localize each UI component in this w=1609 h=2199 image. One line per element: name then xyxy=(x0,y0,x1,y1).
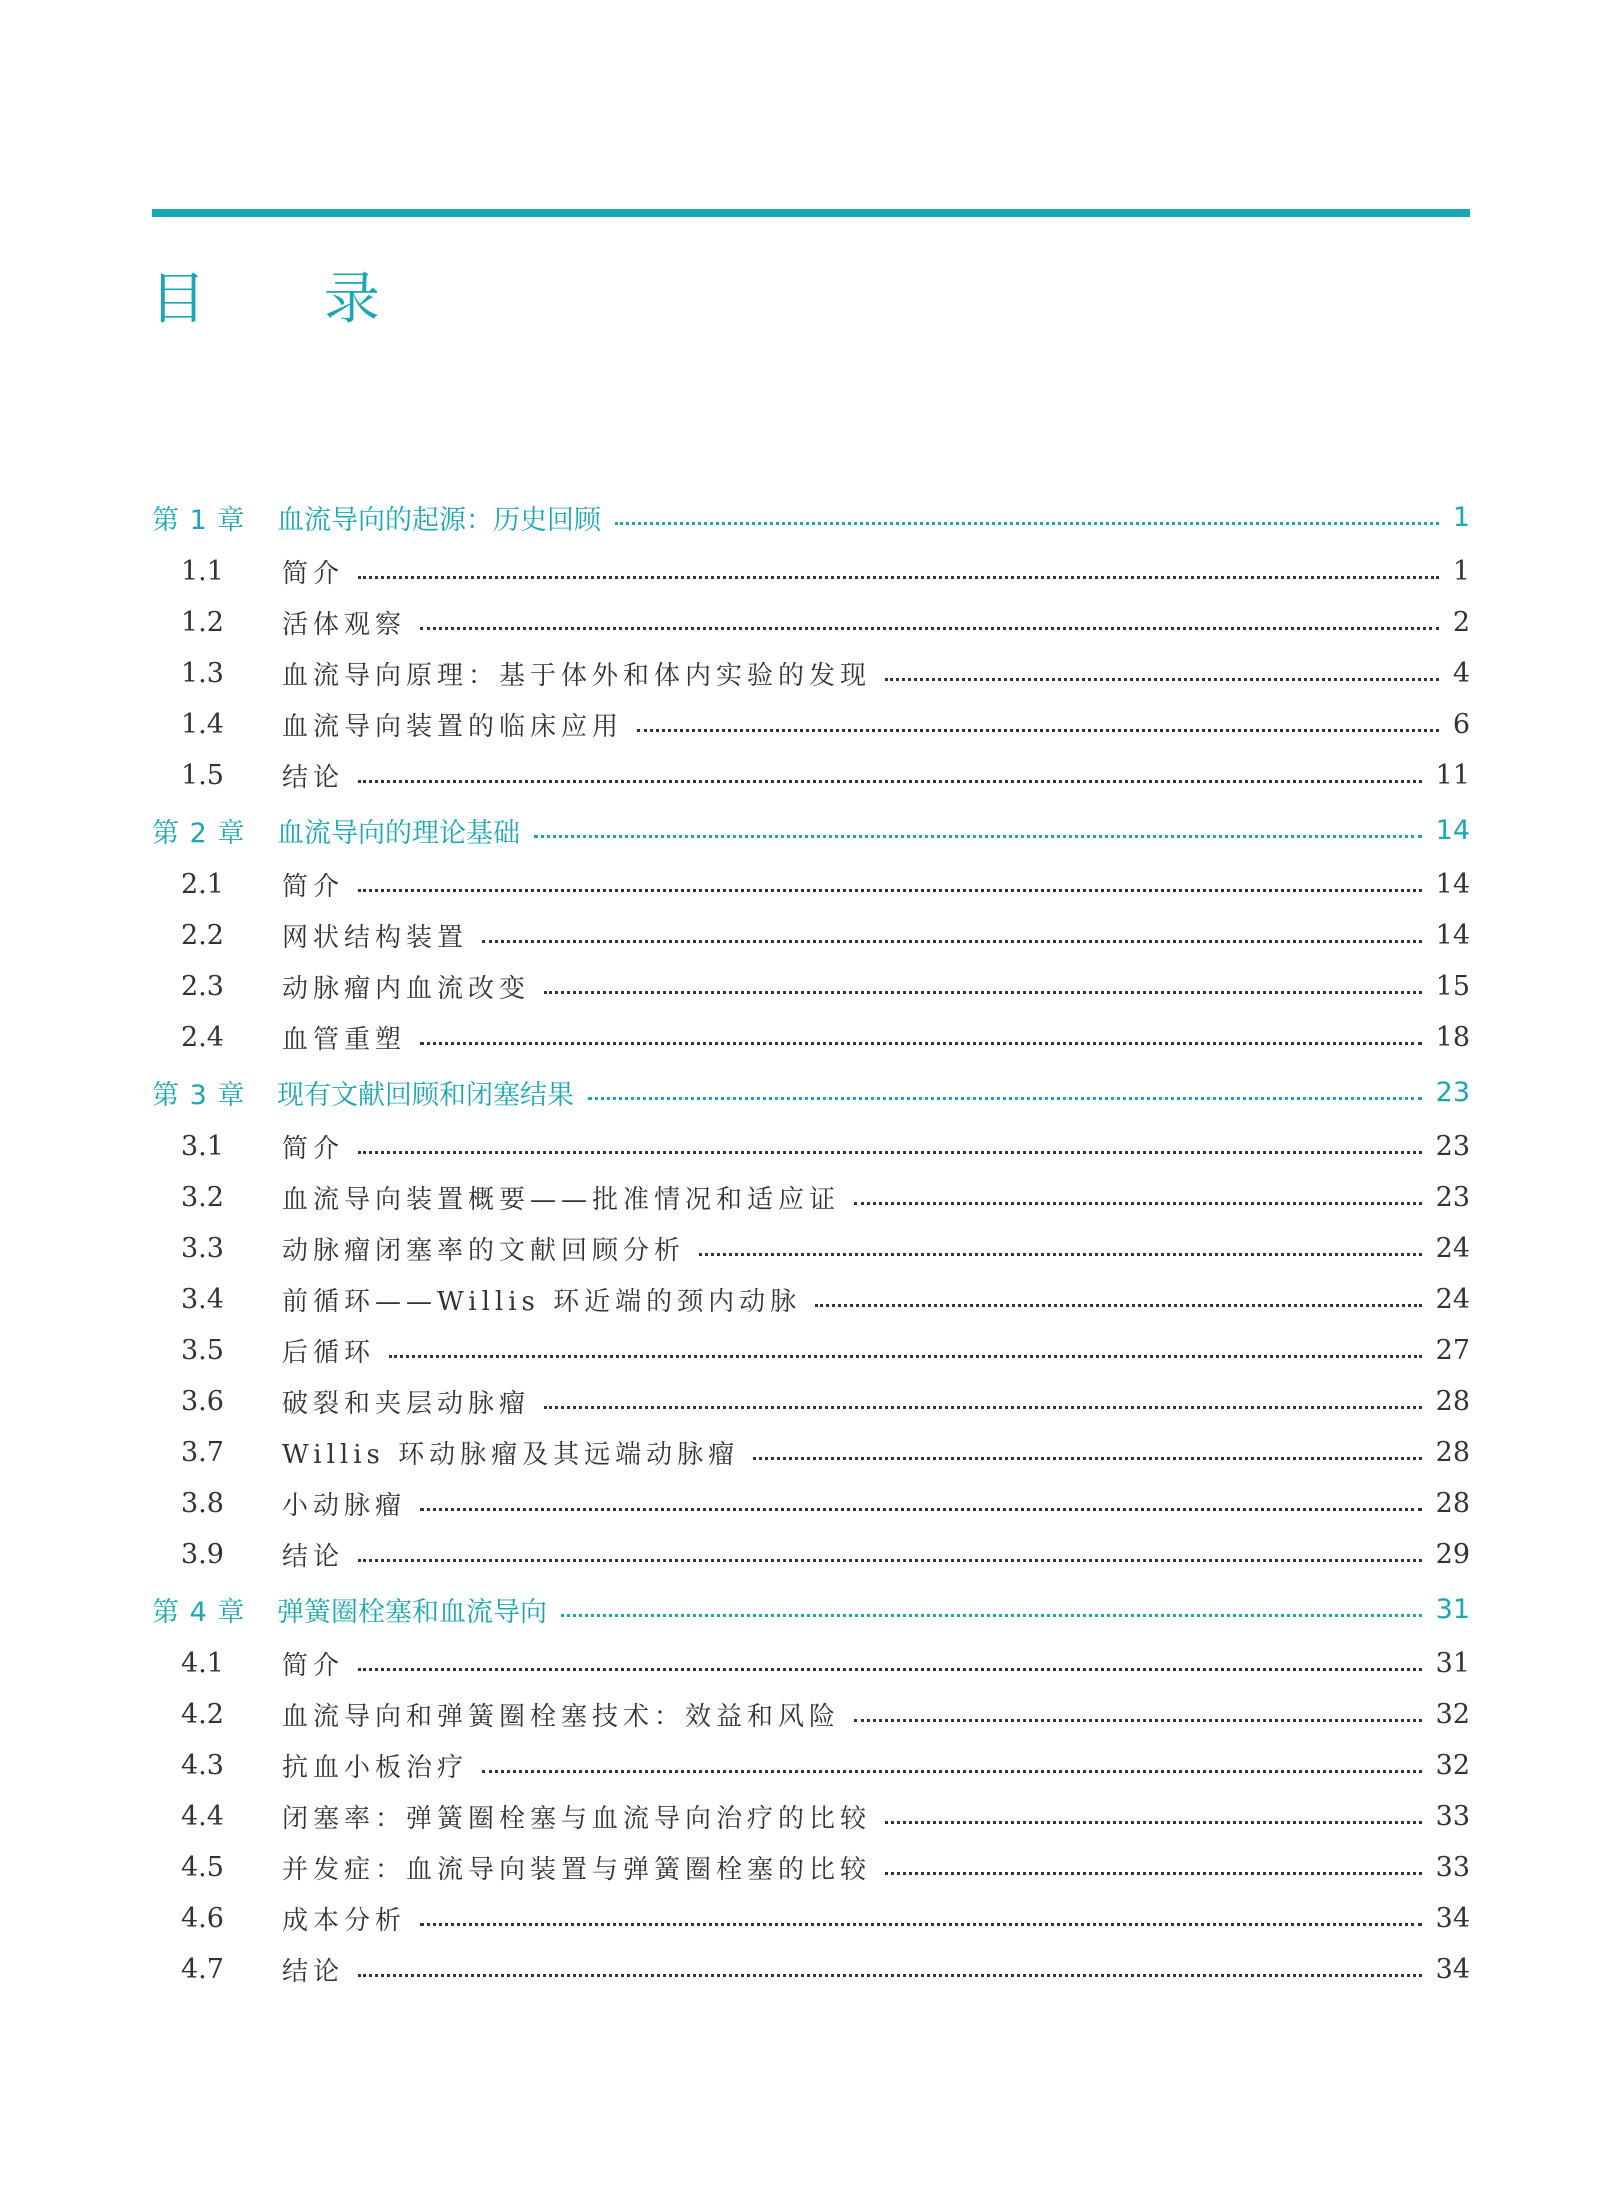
page-number: 14 xyxy=(1435,869,1470,900)
section-number: 1.4 xyxy=(181,709,224,740)
section-title: 前循环——Willis 环近端的颈内动脉 xyxy=(282,1287,802,1317)
page-number: 14 xyxy=(1435,920,1470,951)
page-number: 29 xyxy=(1435,1539,1470,1570)
toc-section-entry[interactable] xyxy=(152,1172,1470,1223)
dot-leader xyxy=(389,1355,1422,1358)
section-number: 4.6 xyxy=(181,1903,224,1934)
section-number: 3.7 xyxy=(181,1437,224,1468)
page-number: 18 xyxy=(1435,1022,1470,1053)
dot-leader xyxy=(699,1253,1422,1256)
dot-leader xyxy=(885,1872,1422,1875)
dot-leader xyxy=(815,1304,1422,1307)
page-number: 28 xyxy=(1435,1437,1470,1468)
dot-leader xyxy=(420,1508,1422,1511)
toc-chapter-entry[interactable] xyxy=(152,1580,1470,1638)
toc-chapter-entry[interactable] xyxy=(152,801,1470,859)
toc-section-entry[interactable] xyxy=(152,1638,1470,1689)
page-number: 2 xyxy=(1452,607,1470,638)
dot-leader xyxy=(358,1151,1422,1154)
page-number: 33 xyxy=(1435,1852,1470,1883)
dot-leader xyxy=(358,780,1422,783)
section-title: 结论 xyxy=(282,1542,345,1572)
section-title: 动脉瘤闭塞率的文献回顾分析 xyxy=(282,1236,686,1266)
dot-leader xyxy=(358,1559,1422,1562)
page-number: 24 xyxy=(1435,1233,1470,1264)
toc-section-entry[interactable] xyxy=(152,1689,1470,1740)
section-title: 破裂和夹层动脉瘤 xyxy=(282,1389,531,1419)
dot-leader xyxy=(358,1974,1422,1977)
toc-section-entry[interactable] xyxy=(152,859,1470,910)
section-title: 简介 xyxy=(282,872,345,902)
toc-section-entry[interactable] xyxy=(152,648,1470,699)
toc-section-entry[interactable] xyxy=(152,1791,1470,1842)
chapter-number: 第 3 章 xyxy=(152,1079,246,1111)
dot-leader xyxy=(561,1614,1422,1617)
page-number: 34 xyxy=(1435,1954,1470,1985)
section-title: 结论 xyxy=(282,1957,345,1987)
toc-section-entry[interactable] xyxy=(152,1529,1470,1580)
toc-section-entry[interactable] xyxy=(152,597,1470,648)
section-title: 简介 xyxy=(282,1651,345,1681)
section-title: 血流导向和弹簧圈栓塞技术：效益和风险 xyxy=(282,1702,841,1732)
chapter-number: 第 2 章 xyxy=(152,817,246,849)
dot-leader xyxy=(854,1719,1422,1722)
toc-chapter-entry[interactable] xyxy=(152,488,1470,546)
page-number: 11 xyxy=(1435,760,1470,791)
page-number: 6 xyxy=(1452,709,1470,740)
section-title: 简介 xyxy=(282,559,345,589)
top-rule xyxy=(152,209,1470,217)
section-number: 2.3 xyxy=(181,971,224,1002)
dot-leader xyxy=(420,1923,1422,1926)
section-title: 后循环 xyxy=(282,1338,376,1368)
page-number: 31 xyxy=(1435,1593,1470,1625)
dot-leader xyxy=(637,729,1439,732)
chapter-number: 第 1 章 xyxy=(152,504,246,536)
toc-section-entry[interactable] xyxy=(152,546,1470,597)
toc-section-entry[interactable] xyxy=(152,1325,1470,1376)
page-number: 1 xyxy=(1452,556,1470,587)
section-number: 4.3 xyxy=(181,1750,224,1781)
section-number: 3.8 xyxy=(181,1488,224,1519)
section-number: 1.3 xyxy=(181,658,224,689)
page-number: 32 xyxy=(1435,1750,1470,1781)
dot-leader xyxy=(544,991,1422,994)
dot-leader xyxy=(588,1097,1422,1100)
toc-section-entry[interactable] xyxy=(152,1740,1470,1791)
section-number: 3.4 xyxy=(181,1284,224,1315)
dot-leader xyxy=(358,1668,1422,1671)
toc-section-entry[interactable] xyxy=(152,1842,1470,1893)
section-title: 网状结构装置 xyxy=(282,923,469,953)
section-number: 3.1 xyxy=(181,1131,224,1162)
toc-section-entry[interactable] xyxy=(152,1223,1470,1274)
section-title: Willis 环动脉瘤及其远端动脉瘤 xyxy=(282,1440,740,1470)
section-title: 血管重塑 xyxy=(282,1025,407,1055)
page-number: 32 xyxy=(1435,1699,1470,1730)
section-number: 1.5 xyxy=(181,760,224,791)
section-title: 闭塞率：弹簧圈栓塞与血流导向治疗的比较 xyxy=(282,1804,872,1834)
section-number: 4.7 xyxy=(181,1954,224,1985)
dot-leader xyxy=(420,627,1439,630)
dot-leader xyxy=(358,889,1422,892)
section-title: 成本分析 xyxy=(282,1906,407,1936)
page-number: 27 xyxy=(1435,1335,1470,1366)
section-number: 3.6 xyxy=(181,1386,224,1417)
page-number: 23 xyxy=(1435,1131,1470,1162)
toc-section-entry[interactable] xyxy=(152,750,1470,801)
section-title: 小动脉瘤 xyxy=(282,1491,407,1521)
dot-leader xyxy=(854,1202,1422,1205)
dot-leader xyxy=(420,1042,1422,1045)
page-number: 34 xyxy=(1435,1903,1470,1934)
toc-section-entry[interactable] xyxy=(152,1012,1470,1063)
table-of-contents xyxy=(152,488,1470,1995)
toc-section-entry[interactable] xyxy=(152,1944,1470,1995)
chapter-number: 第 4 章 xyxy=(152,1596,246,1628)
chapter-title: 弹簧圈栓塞和血流导向 xyxy=(277,1596,547,1628)
page-number: 31 xyxy=(1435,1648,1470,1679)
toc-section-entry[interactable] xyxy=(152,1893,1470,1944)
page-number: 33 xyxy=(1435,1801,1470,1832)
dot-leader xyxy=(753,1457,1422,1460)
section-title: 活体观察 xyxy=(282,610,407,640)
page-number: 14 xyxy=(1435,814,1470,846)
dot-leader xyxy=(615,522,1439,525)
section-number: 4.1 xyxy=(181,1648,224,1679)
dot-leader xyxy=(534,835,1422,838)
toc-section-entry[interactable] xyxy=(152,1427,1470,1478)
toc-section-entry[interactable] xyxy=(152,910,1470,961)
page-number: 4 xyxy=(1452,658,1470,689)
section-number: 4.5 xyxy=(181,1852,224,1883)
chapter-title: 血流导向的理论基础 xyxy=(277,817,520,849)
page-number: 15 xyxy=(1435,971,1470,1002)
dot-leader xyxy=(544,1406,1422,1409)
page-number: 24 xyxy=(1435,1284,1470,1315)
toc-section-entry[interactable] xyxy=(152,1478,1470,1529)
chapter-title: 现有文献回顾和闭塞结果 xyxy=(277,1079,574,1111)
section-number: 1.2 xyxy=(181,607,224,638)
toc-chapter-entry[interactable] xyxy=(152,1063,1470,1121)
section-title: 血流导向装置概要——批准情况和适应证 xyxy=(282,1185,841,1215)
toc-section-entry[interactable] xyxy=(152,1376,1470,1427)
section-number: 2.4 xyxy=(181,1022,224,1053)
section-number: 3.9 xyxy=(181,1539,224,1570)
section-title: 并发症：血流导向装置与弹簧圈栓塞的比较 xyxy=(282,1855,872,1885)
toc-section-entry[interactable] xyxy=(152,961,1470,1012)
chapter-title: 血流导向的起源：历史回顾 xyxy=(277,504,601,536)
section-number: 2.1 xyxy=(181,869,224,900)
section-number: 3.3 xyxy=(181,1233,224,1264)
page-number: 23 xyxy=(1435,1182,1470,1213)
dot-leader xyxy=(885,678,1439,681)
page-number: 28 xyxy=(1435,1386,1470,1417)
page-title: 目 录 xyxy=(150,267,430,332)
toc-section-entry[interactable] xyxy=(152,1121,1470,1172)
toc-section-entry[interactable] xyxy=(152,1274,1470,1325)
section-title: 动脉瘤内血流改变 xyxy=(282,974,531,1004)
section-number: 3.5 xyxy=(181,1335,224,1366)
section-title: 血流导向装置的临床应用 xyxy=(282,712,624,742)
dot-leader xyxy=(885,1821,1422,1824)
section-number: 3.2 xyxy=(181,1182,224,1213)
dot-leader xyxy=(482,940,1422,943)
section-number: 4.2 xyxy=(181,1699,224,1730)
section-title: 简介 xyxy=(282,1134,345,1164)
section-number: 1.1 xyxy=(181,556,224,587)
section-number: 2.2 xyxy=(181,920,224,951)
toc-section-entry[interactable] xyxy=(152,699,1470,750)
section-title: 抗血小板治疗 xyxy=(282,1753,469,1783)
page-number: 28 xyxy=(1435,1488,1470,1519)
section-title: 血流导向原理：基于体外和体内实验的发现 xyxy=(282,661,872,691)
section-title: 结论 xyxy=(282,763,345,793)
dot-leader xyxy=(482,1770,1422,1773)
dot-leader xyxy=(358,576,1439,579)
page-number: 1 xyxy=(1452,501,1470,533)
section-number: 4.4 xyxy=(181,1801,224,1832)
page-number: 23 xyxy=(1435,1076,1470,1108)
